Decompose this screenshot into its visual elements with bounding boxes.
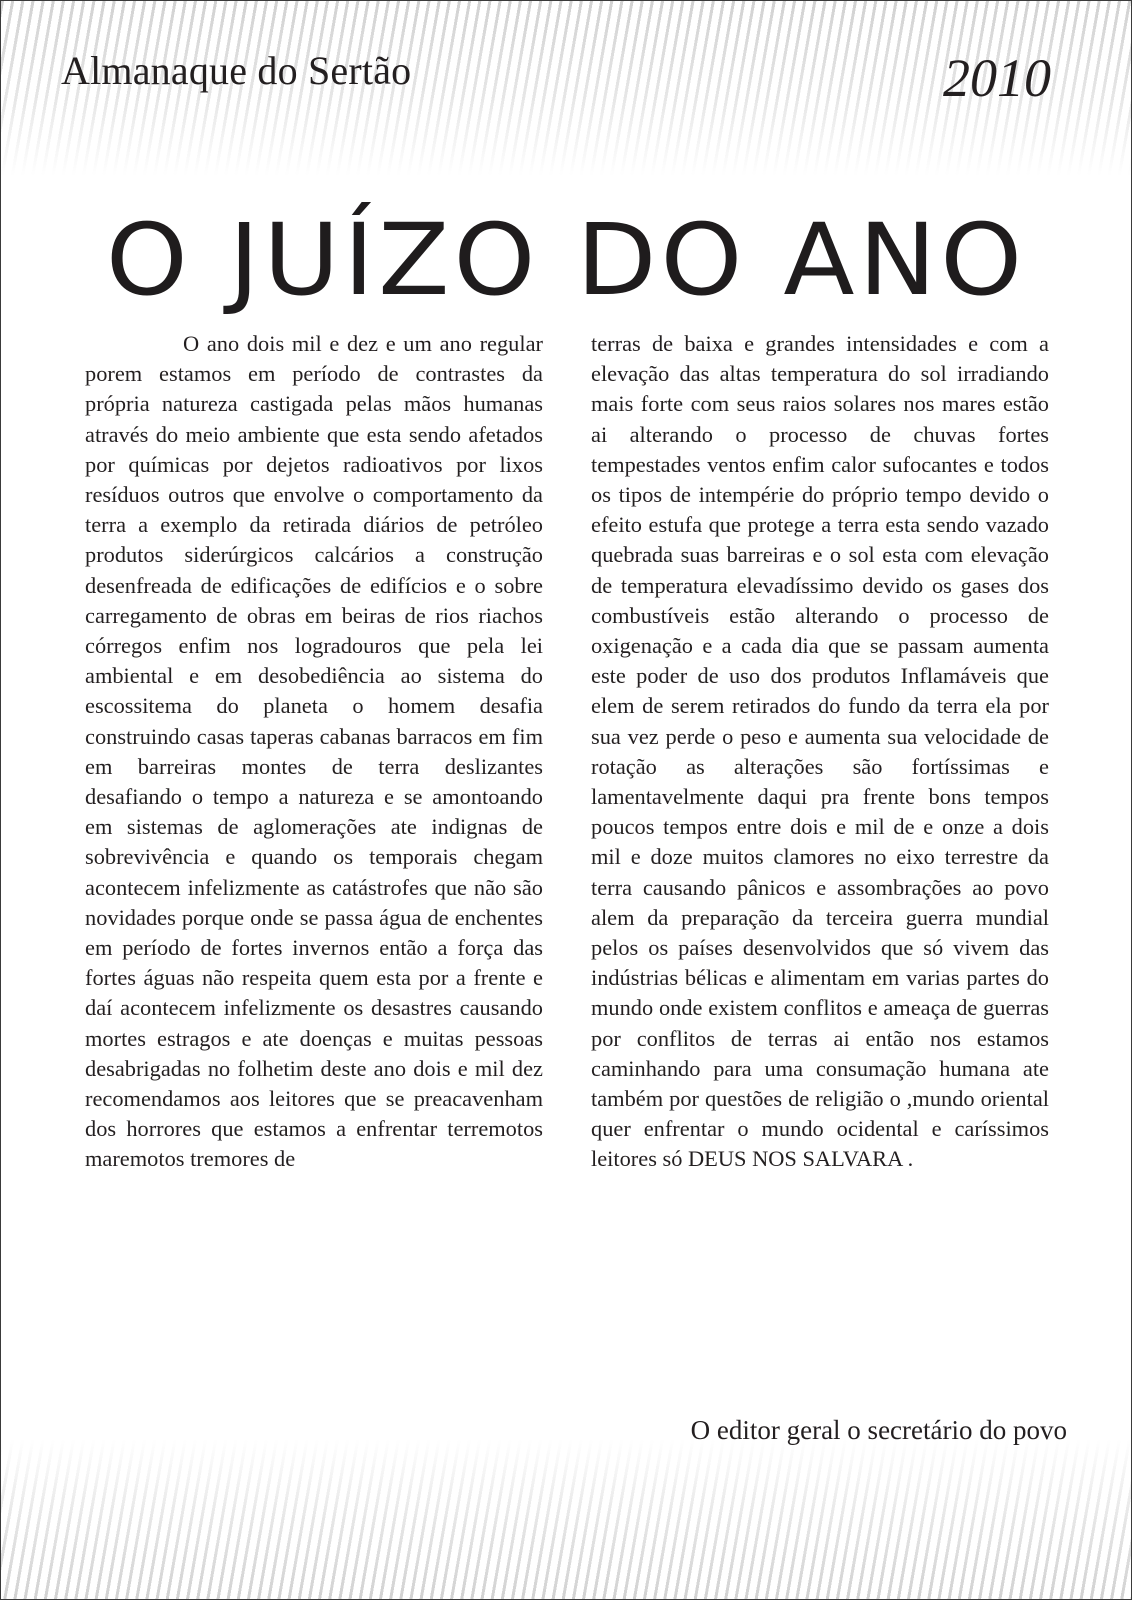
article-title: O JUÍZO DO ANO [105,202,1027,318]
article-signature: O editor geral o secretário do povo [690,1415,1067,1445]
article-text-left: O ano dois mil e dez e um ano regular porem estamos em período de contrastes da própria natureza castigada pelas mãos humanas através do meio ambiente que esta sendo afetados por químicas por dejetos radioativos por lixos resíduos outros que envolve o comportamento da terra a exemplo da retirada diários de petróleo produtos siderúrgicos calcários a construção desenfreada de edificações de edifícios e o sobre carregamento de obras em beiras de rios riachos córregos enfim nos logradouros que pela lei ambiental e em desobediência ao sistema do escossitema do planeta o homem desafia construindo casas taperas cabanas barracos em fim em barreiras montes de terra deslizantes desafiando o tempo a natureza e se amontoando em sistemas de aglomerações ate indignas de sobrevivência e quando os temporais chegam acontecem infelizmente as catástrofes que não são novidades porque onde se passa água de enchentes em período de fortes invernos então a força das fortes águas não respeita quem esta por a frente e daí acontecem infelizmente os desastres causando mortes estragos e ate doenças e muitas pessoas desabrigadas no folhetim deste ano dois e mil dez recomendamos aos leitores que se preacavenham dos horrores que estamos a enfrentar terremotos maremotos tremores de [85,331,543,1172]
article-body [85,329,1049,1389]
article-column-right [591,329,1049,1389]
article-text-right: terras de baixa e grandes intensidades e com a elevação das altas temperatura do sol irradiando mais forte com seus raios solares nos mares estão ai alterando o processo de chuvas fortes tempestades ventos enfim calor sufocantes e todos os tipos de intempérie do próprio tempo devido o efeito estufa que protege a terra esta sendo vazado quebrada suas barreiras e o sol esta com elevação de temperatura elevadíssimo devido os gases dos combustíveis estão alterando o processo de oxigenação e a cada dia que se passam aumenta este poder de uso dos produtos Inflamáveis que elem de serem retirados do fundo da terra ela por sua vez perde o peso e aumenta sua velocidade de rotação as alterações são fortíssimas e lamentavelmente daqui pra frente bons tempos poucos tempos entre dois e mil de e onze a dois mil e doze muitos clamores no eixo terrestre da terra causando pânicos e assombrações ao povo alem da preparação da terceira guerra mundial pelos os países desenvolvidos que só vivem das indústrias bélicas e alimentam em varias partes do mundo onde existem conflitos e ameaça de guerras por conflitos de terras ai então nos estamos caminhando para uma consumação humana ate também por questões de religião o ,mundo oriental quer enfrentar o mundo ocidental e caríssimos leitores só DEUS NOS SALVARA . [591,331,1049,1172]
bottom-stripe-decoration [1,1439,1131,1599]
article-column-left [85,329,543,1389]
publication-name: Almanaque do Sertão [61,48,412,93]
publication-year: 2010 [943,48,1051,108]
